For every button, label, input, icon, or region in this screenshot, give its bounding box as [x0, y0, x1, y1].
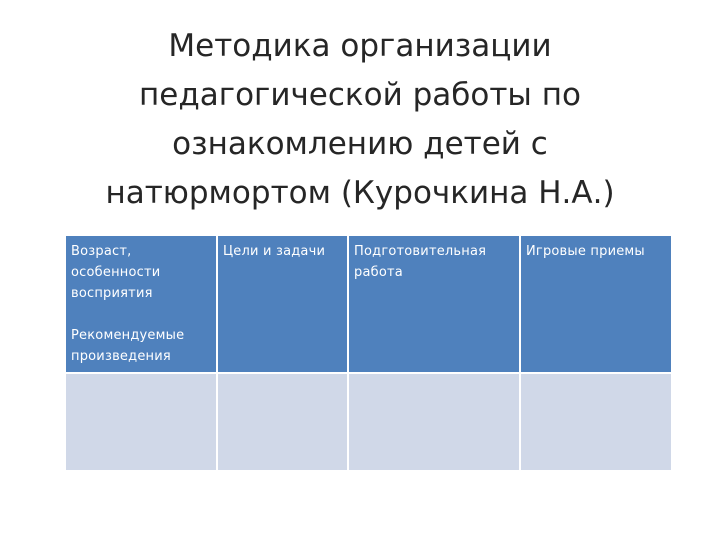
header-preparation-line-1: Подготовительная [354, 244, 487, 259]
header-cell-age [65, 235, 217, 373]
header-age-gap [71, 304, 211, 325]
body-cell-2 [217, 373, 348, 471]
title-line-3: ознакомлению детей с [172, 126, 548, 162]
body-cell-1 [65, 373, 217, 471]
title-line-1: Методика организации [168, 28, 552, 64]
title-line-4: натюрмортом (Курочкина Н.А.) [105, 175, 615, 211]
slide-title [60, 22, 660, 218]
title-line-2: педагогической работы по [139, 77, 581, 113]
table-row [65, 373, 672, 471]
table-header-row [65, 235, 672, 373]
body-cell-4 [520, 373, 672, 471]
body-cell-3 [348, 373, 520, 471]
methodology-table [64, 234, 673, 472]
header-preparation-line-2: работа [354, 265, 403, 280]
header-cell-game-methods [520, 235, 672, 373]
header-game-methods-label: Игровые приемы [526, 244, 645, 259]
header-goals-label: Цели и задачи [223, 244, 326, 259]
header-cell-goals [217, 235, 348, 373]
header-age-line-2: особенности [71, 265, 161, 280]
header-age-line-3: восприятия [71, 286, 153, 301]
header-age-line-1: Возраст, [71, 244, 132, 259]
header-cell-preparation [348, 235, 520, 373]
header-works-line-2: произведения [71, 349, 171, 364]
header-works-line-1: Рекомендуемые [71, 328, 185, 343]
